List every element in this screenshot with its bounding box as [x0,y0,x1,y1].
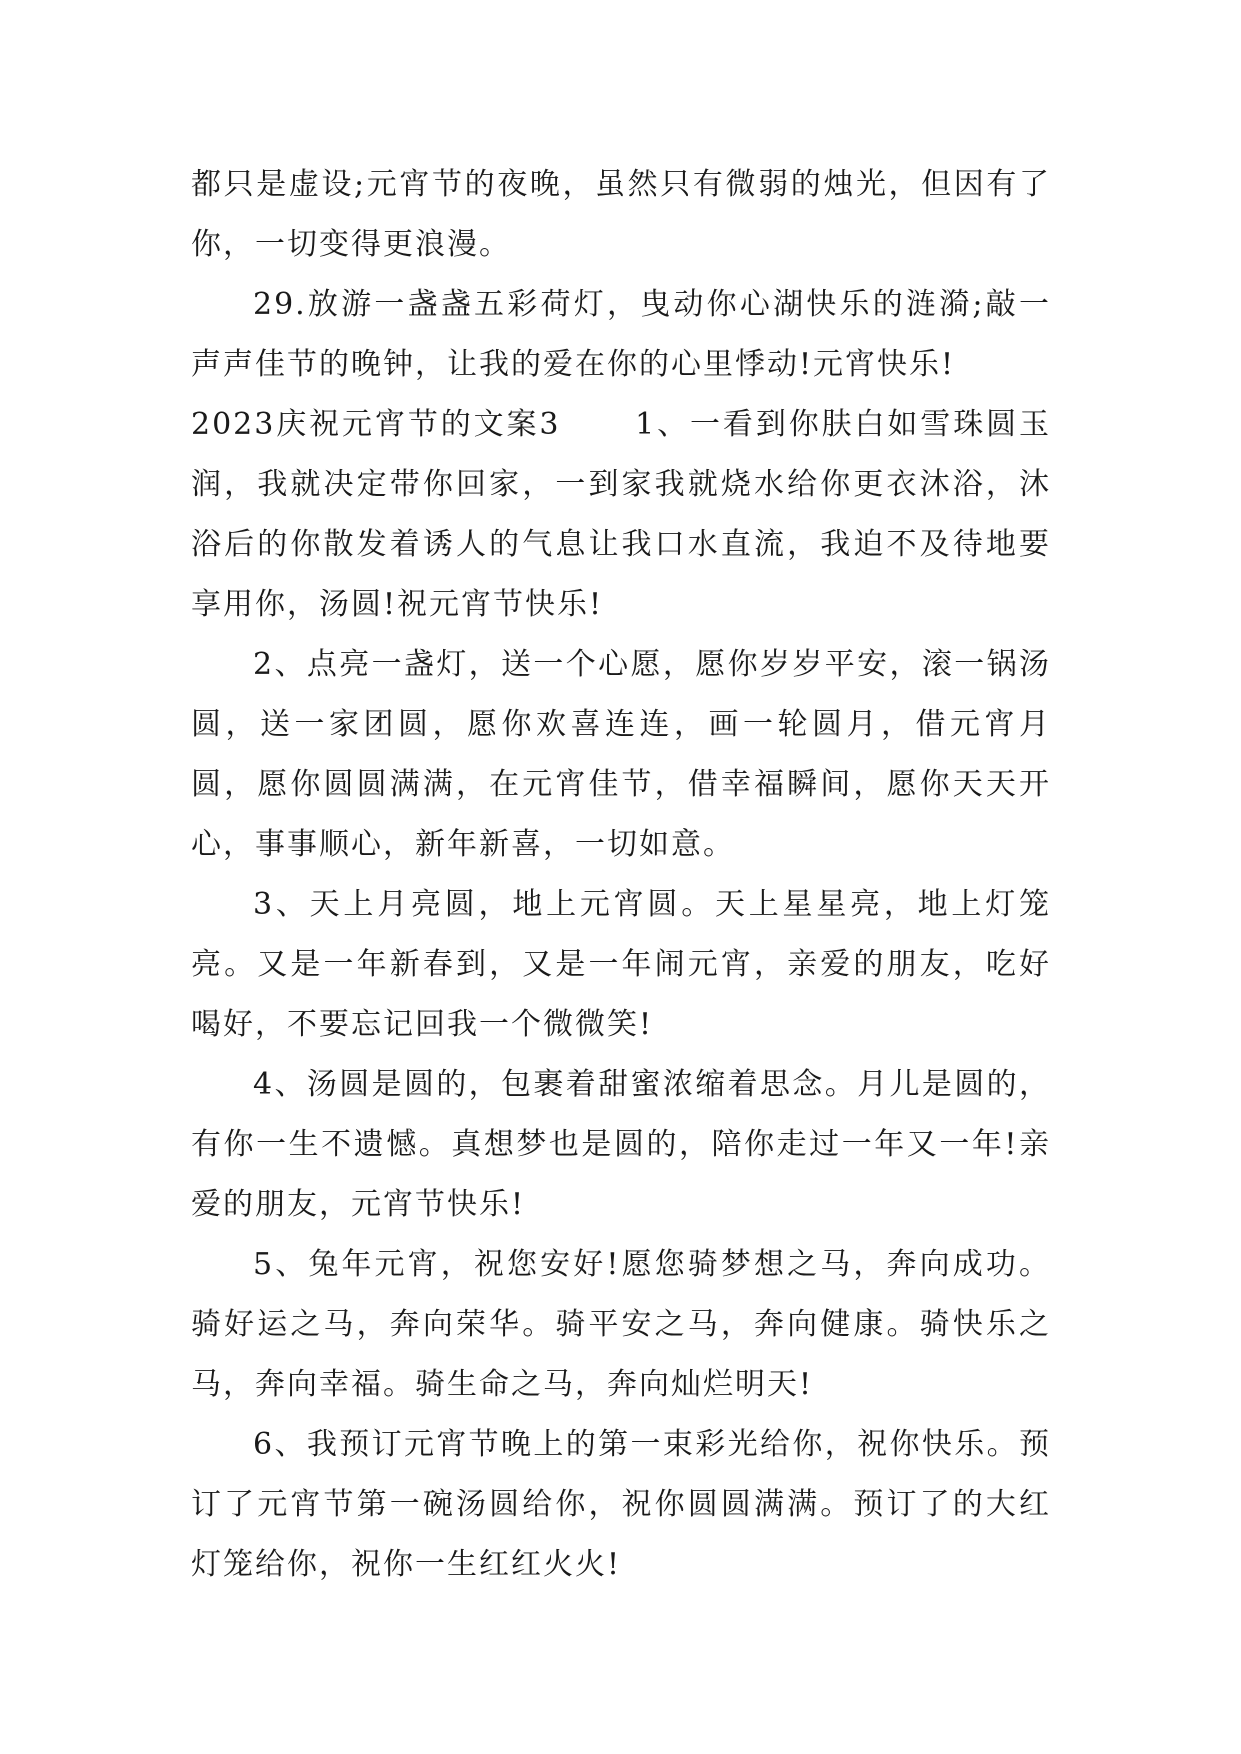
paragraph-continuation: 都只是虚设;元宵节的夜晚，虽然只有微弱的烛光，但因有了你，一切变得更浪漫。 [191,167,1051,262]
paragraph-item-5: 5、兔年元宵，祝您安好!愿您骑梦想之马，奔向成功。骑好运之马，奔向荣华。骑平安之马，奔向健康。骑快乐之马，奔向幸福。骑生命之马，奔向灿烂明天! [191,1247,1051,1402]
paragraph-item-3: 3、天上月亮圆，地上元宵圆。天上星星亮，地上灯笼亮。又是一年新春到，又是一年闹元宵，亲爱的朋友，吃好喝好，不要忘记回我一个微微笑! [191,887,1051,1042]
paragraph-item-4: 4、汤圆是圆的，包裹着甜蜜浓缩着思念。月儿是圆的，有你一生不遗憾。真想梦也是圆的，陪你走过一年又一年!亲爱的朋友，元宵节快乐! [191,1067,1051,1222]
paragraph-item-1: 1、一看到你肤白如雪珠圆玉润，我就决定带你回家，一到家我就烧水给你更衣沐浴，沐浴后的你散发着诱人的气息让我口水直流，我迫不及待地要享用你，汤圆!祝元宵节快乐! [191,407,1052,622]
document-page [191,155,1051,1595]
paragraph-item-29: 29.放游一盏盏五彩荷灯，曳动你心湖快乐的涟漪;敲一声声佳节的晚钟，让我的爱在你的心里悸动!元宵快乐! [191,287,1051,382]
section-with-item-1 [191,395,1051,635]
paragraph-item-6: 6、我预订元宵节晚上的第一束彩光给你，祝你快乐。预订了元宵节第一碗汤圆给你，祝你圆圆满满。预订了的大红灯笼给你，祝你一生红红火火! [191,1427,1051,1582]
section-heading: 2023庆祝元宵节的文案3 [191,407,561,442]
paragraph-item-2: 2、点亮一盏灯，送一个心愿，愿你岁岁平安，滚一锅汤圆，送一家团圆，愿你欢喜连连，画一轮圆月，借元宵月圆，愿你圆圆满满，在元宵佳节，借幸福瞬间，愿你天天开心，事事顺心，新年新喜，一切如意。 [191,647,1051,862]
section-gap [561,407,636,442]
